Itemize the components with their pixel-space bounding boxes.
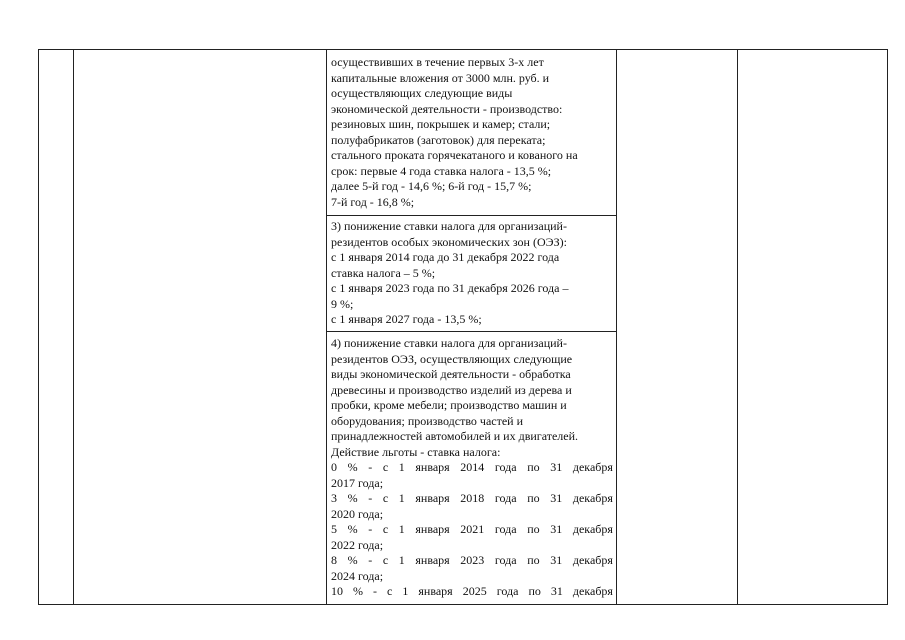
rate-word: 1 xyxy=(398,491,405,505)
text-line: принадлежностей автомобилей и их двигателей. xyxy=(331,429,579,443)
column-divider-4 xyxy=(737,49,738,605)
rate-word: декабря xyxy=(572,553,613,567)
rate-word: января xyxy=(415,460,450,474)
rate-word: года xyxy=(494,460,517,474)
text-line: ставка налога – 5 %; xyxy=(331,265,436,280)
text-line: осуществивших в течение первых 3-х лет xyxy=(331,55,544,69)
column-divider-2 xyxy=(326,49,327,605)
rate-line xyxy=(331,553,613,569)
cell-divider-1 xyxy=(326,215,617,216)
rate-word: - xyxy=(373,584,378,598)
rate-word: декабря xyxy=(572,584,613,598)
rate-word: по xyxy=(527,553,540,567)
text-line: древесины и производство изделий из дерева и xyxy=(331,382,572,397)
rate-word: года xyxy=(494,522,517,536)
table-bottom-border xyxy=(38,604,888,605)
text-line: экономической деятельности - производство: xyxy=(331,101,563,116)
rate-word: % xyxy=(347,491,358,505)
text-block-sez-activity-rates xyxy=(331,336,613,600)
rate-word: - xyxy=(368,460,373,474)
text-line: 9 %; xyxy=(331,296,354,311)
rate-word: % xyxy=(353,584,364,598)
rate-word: 8 xyxy=(331,553,337,567)
text-line: резидентов особых экономических зон (ОЭЗ): xyxy=(331,234,568,249)
rate-tail-line: 2024 года; xyxy=(331,568,384,583)
table-top-border xyxy=(38,49,888,50)
rate-tail-line: 2017 года; xyxy=(331,475,384,490)
rate-word: - xyxy=(368,491,373,505)
rate-word: по xyxy=(527,460,540,474)
rate-word: года xyxy=(494,491,517,505)
rate-tail-line: 2022 года; xyxy=(331,537,384,552)
text-line: 4) понижение ставки налога для организаций- xyxy=(331,336,567,350)
column-divider-1 xyxy=(73,49,74,605)
rate-line xyxy=(331,491,613,507)
rate-word: 31 xyxy=(550,553,563,567)
table-right-border xyxy=(887,49,888,605)
rate-word: 3 xyxy=(331,491,337,505)
text-line: стального проката горячекатаного и кованого на xyxy=(331,148,578,162)
rate-word: 31 xyxy=(550,491,563,505)
rate-word: с xyxy=(387,584,393,598)
rate-line xyxy=(331,584,613,600)
text-block-investment-rates xyxy=(331,55,613,210)
rate-word: 5 xyxy=(331,522,337,536)
text-line: с 1 января 2014 года до 31 декабря 2022 года xyxy=(331,250,560,264)
rate-word: 31 xyxy=(550,522,563,536)
rate-word: % xyxy=(347,460,358,474)
rate-word: года xyxy=(496,584,519,598)
text-block-sez-rates xyxy=(331,219,613,328)
text-line: далее 5-й год - 14,6 %; 6-й год - 15,7 %; xyxy=(331,179,532,193)
rate-word: по xyxy=(528,584,541,598)
text-line: виды экономической деятельности - обработка xyxy=(331,367,571,381)
text-line: с 1 января 2027 года - 13,5 %; xyxy=(331,312,482,326)
text-line: 7-й год - 16,8 %; xyxy=(331,194,415,209)
text-line: Действие льготы - ставка налога: xyxy=(331,444,501,459)
rate-word: декабря xyxy=(572,491,613,505)
table-left-border xyxy=(38,49,39,605)
rate-word: по xyxy=(527,522,540,536)
rate-line xyxy=(331,460,613,476)
text-line: полуфабрикатов (заготовок) для переката; xyxy=(331,132,546,147)
rate-word: 2025 xyxy=(462,584,487,598)
rate-line xyxy=(331,522,613,538)
rate-word: 2023 xyxy=(460,553,485,567)
rate-word: 2018 xyxy=(460,491,485,505)
rate-word: января xyxy=(415,522,450,536)
text-line: с 1 января 2023 года по 31 декабря 2026 года – xyxy=(331,281,569,295)
rate-word: с xyxy=(382,460,389,474)
rate-tail-line: 2020 года; xyxy=(331,506,384,521)
rate-word: 0 xyxy=(331,460,337,474)
rate-word: 1 xyxy=(398,460,405,474)
rate-word: % xyxy=(347,522,358,536)
rate-word: с xyxy=(382,491,389,505)
text-line: 3) понижение ставки налога для организаций- xyxy=(331,219,567,233)
text-line: резиновых шин, покрышек и камер; стали; xyxy=(331,117,551,131)
rate-word: по xyxy=(527,491,540,505)
rate-word: января xyxy=(418,584,453,598)
rate-word: года xyxy=(494,553,517,567)
rate-word: 1 xyxy=(398,522,405,536)
rate-word: - xyxy=(368,522,373,536)
text-line: оборудования; производство частей и xyxy=(331,413,524,428)
column-divider-3 xyxy=(616,49,617,605)
rate-word: % xyxy=(347,553,358,567)
rate-word: - xyxy=(368,553,373,567)
rate-word: 10 xyxy=(331,584,343,598)
cell-divider-2 xyxy=(326,331,617,332)
rate-word: декабря xyxy=(572,522,613,536)
text-line: капитальные вложения от 3000 млн. руб. и xyxy=(331,70,550,85)
rate-word: 31 xyxy=(550,460,563,474)
rate-word: января xyxy=(415,491,450,505)
rate-word: с xyxy=(382,553,389,567)
rate-word: 1 xyxy=(402,584,409,598)
rate-word: 2014 xyxy=(460,460,485,474)
text-line: срок: первые 4 года ставка налога - 13,5 %; xyxy=(331,163,552,178)
rate-word: 2021 xyxy=(460,522,485,536)
text-line: пробки, кроме мебели; производство машин и xyxy=(331,398,567,412)
text-line: резидентов ОЭЗ, осуществляющих следующие xyxy=(331,351,573,366)
rate-word: 31 xyxy=(550,584,563,598)
rate-word: января xyxy=(415,553,450,567)
rate-word: с xyxy=(382,522,389,536)
text-line: осуществляющих следующие виды xyxy=(331,86,513,100)
rate-word: 1 xyxy=(398,553,405,567)
rate-word: декабря xyxy=(572,460,613,474)
